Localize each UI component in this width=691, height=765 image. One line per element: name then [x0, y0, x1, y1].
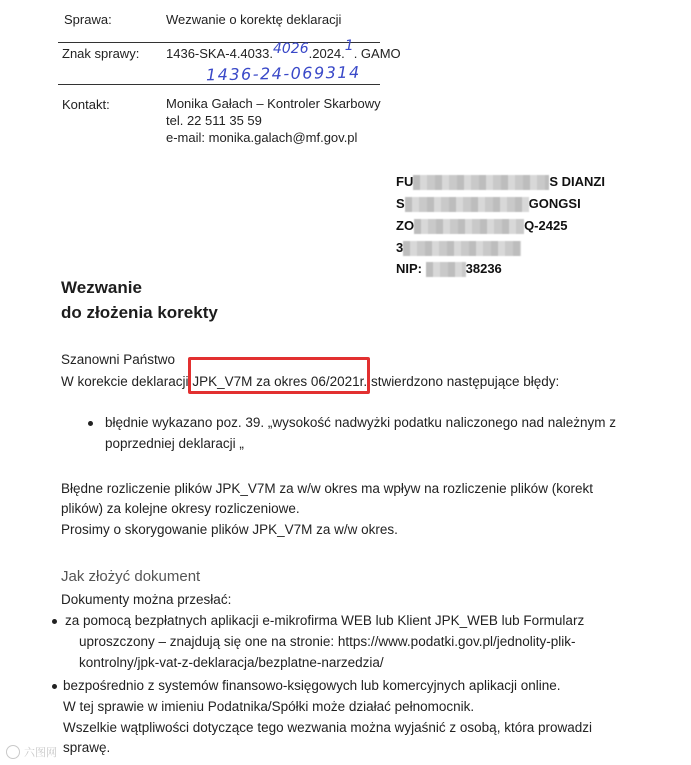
case-label: Sprawa:	[64, 12, 112, 27]
recipient-line-3-start: ZO	[396, 218, 415, 233]
recipient-line-2-end: GONGSI	[528, 196, 581, 211]
recipient-line-3	[396, 218, 567, 234]
greeting: Szanowni Państwo	[61, 352, 176, 367]
howto-item-1-line-2: uproszczony – znajdują się one na stronie: https://www.podatki.gov.pl/jednolity-plik-	[79, 634, 576, 649]
recipient-line-1-end: S DIANZI	[549, 174, 605, 189]
howto-item-2-line-1: bezpośrednio z systemów finansowo-księgowych lub komercyjnych aplikacji online.	[63, 678, 561, 693]
intro-after: stwierdzono następujące błędy:	[370, 374, 560, 389]
error-item-line-2: poprzedniej deklaracji „	[105, 436, 244, 451]
redaction-blur	[413, 175, 549, 190]
highlight-box	[188, 357, 370, 394]
nip-label: NIP:	[396, 261, 422, 276]
nip-value-end: 38236	[465, 261, 502, 276]
howto-heading: Jak złożyć dokument	[61, 568, 201, 585]
recipient-line-4-start: 3	[396, 240, 404, 255]
paragraph-1-line-3: Prosimy o skorygowanie plików JPK_V7M za w/w okres.	[61, 522, 398, 537]
redaction-blur	[403, 241, 521, 256]
intro-highlight: JPK_V7M za okres 06/2021r.	[192, 374, 368, 389]
recipient-nip	[396, 261, 502, 277]
ref-handwritten-1: 4026	[272, 41, 309, 57]
howto-item-1-line-3: kontrolny/jpk-vat-z-deklaracja/bezplatne-narzedzia/	[79, 655, 384, 670]
ref-mid: .2024.	[308, 46, 345, 61]
recipient-line-1	[396, 174, 605, 190]
howto-item-2-line-4: sprawę.	[63, 740, 111, 755]
recipient-line-1-start: FU	[396, 174, 414, 189]
redaction-blur	[426, 262, 466, 277]
ref-number	[166, 38, 401, 62]
watermark	[6, 744, 57, 760]
contact-name: Monika Gałach – Kontroler Skarbowy	[166, 96, 381, 111]
recipient-line-2-start: S	[396, 196, 405, 211]
ref-prefix: 1436-SKA-4.4033.	[166, 46, 273, 61]
contact-label: Kontakt:	[62, 97, 110, 112]
howto-item-2-line-3: Wszelkie wątpliwości dotyczące tego wezwania można wyjaśnić z osobą, która prowadzi	[63, 720, 592, 735]
watermark-text: 六图网	[24, 747, 57, 759]
ref-label: Znak sprawy:	[62, 46, 140, 61]
recipient-line-3-end: Q-2425	[524, 218, 568, 233]
error-item-line-1: błędnie wykazano poz. 39. „wysokość nadwyżki podatku naliczonego nad należnym z	[105, 415, 617, 430]
howto-intro: Dokumenty można przesłać:	[61, 592, 232, 607]
header-divider-2	[58, 84, 380, 85]
document-title-line-1: Wezwanie	[61, 278, 142, 297]
ref-handwritten-line: 1436-24-069314	[205, 62, 361, 85]
redaction-blur	[414, 219, 524, 234]
paragraph-1-line-1: Błędne rozliczenie plików JPK_V7M za w/w okres ma wpływ na rozliczenie plików (korekt	[61, 481, 593, 496]
case-value: Wezwanie o korektę deklaracji	[166, 12, 342, 27]
redaction-blur	[405, 197, 529, 212]
contact-email: e-mail: monika.galach@mf.gov.pl	[166, 130, 358, 145]
howto-item-2-line-2: W tej sprawie w imieniu Podatnika/Spółki może działać pełnomocnik.	[63, 699, 475, 714]
howto-item-1-line-1: za pomocą bezpłatnych aplikacji e-mikrofirma WEB lub Klient JPK_WEB lub Formularz	[65, 613, 585, 628]
ref-suffix: . GAMO	[353, 46, 401, 61]
recipient-line-4	[396, 240, 521, 256]
document-title-line-2: do złożenia korekty	[61, 303, 218, 322]
ref-handwritten-2: 1	[344, 38, 354, 54]
contact-phone: tel. 22 511 35 59	[166, 113, 262, 128]
paragraph-1-line-2: plików) za kolejne okresy rozliczeniowe.	[61, 501, 300, 516]
intro-before: W korekcie deklaracji	[61, 374, 189, 389]
recipient-line-2	[396, 196, 581, 212]
header-divider-1	[58, 42, 380, 43]
watermark-logo-icon	[6, 745, 20, 759]
bullet-icon	[88, 421, 93, 426]
bullet-icon	[52, 619, 57, 624]
bullet-icon	[52, 684, 57, 689]
